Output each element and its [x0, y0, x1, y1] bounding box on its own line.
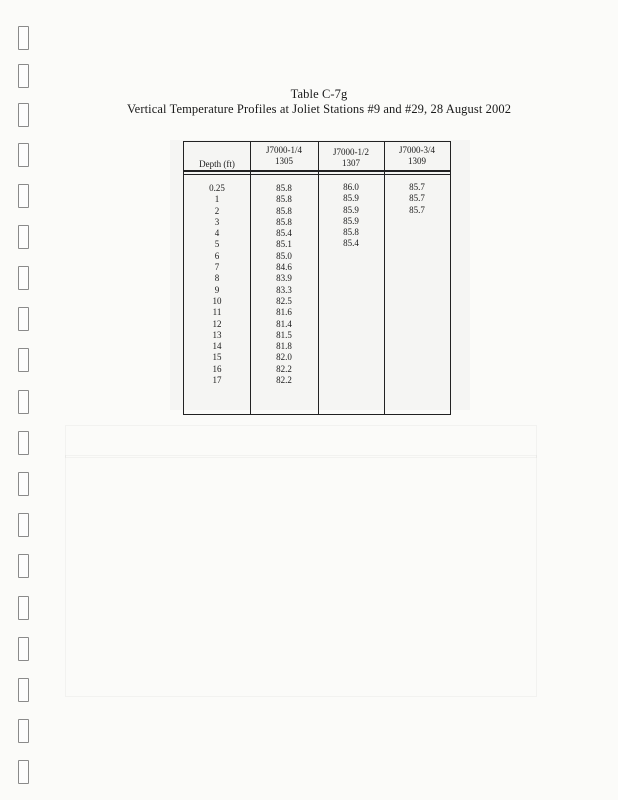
binder-hole: [18, 513, 29, 537]
column-header-2: [318, 147, 384, 169]
binder-hole: [18, 143, 29, 167]
table-cell: 1: [214, 194, 220, 205]
table-cell: 81.5: [276, 329, 292, 340]
temperature-table: [183, 141, 451, 415]
table-cell: 3: [214, 216, 220, 227]
table-cell: 85.1: [276, 239, 292, 250]
column-header-1: [250, 145, 318, 167]
table-cell: 9: [214, 284, 220, 295]
table-cell: 85.7: [409, 204, 425, 215]
binder-hole: [18, 348, 29, 372]
binder-hole: [18, 472, 29, 496]
table-cell: 17: [212, 375, 222, 386]
table-cell: 85.8: [276, 183, 292, 193]
binder-holes: [18, 0, 32, 800]
table-cell: 86.0: [343, 182, 359, 192]
values-column-1: [250, 183, 318, 386]
binder-hole: [18, 760, 29, 784]
table-cell: 0.25: [209, 183, 225, 193]
table-cell: 14: [212, 341, 222, 352]
binder-hole: [18, 266, 29, 290]
table-cell: 85.7: [409, 182, 425, 192]
table-cell: 11: [212, 307, 222, 318]
table-cell: 81.8: [276, 341, 292, 352]
binder-hole: [18, 637, 29, 661]
column-station: J7000-1/2: [333, 147, 369, 157]
table-cell: 82.2: [276, 375, 292, 386]
column-station: J7000-1/4: [266, 145, 302, 155]
table-cell: 85.9: [343, 204, 359, 215]
table-title: Table C-7g: [290, 87, 348, 101]
table-cell: 82.5: [276, 295, 292, 306]
column-time: 1307: [342, 158, 360, 168]
binder-hole: [18, 554, 29, 578]
header-rule-double: [184, 174, 450, 175]
table-cell: 85.8: [276, 216, 292, 227]
table-cell: 85.8: [276, 194, 292, 205]
binder-hole: [18, 431, 29, 455]
binder-hole: [18, 390, 29, 414]
table-cell: 82.2: [276, 363, 292, 374]
table-cell: 85.7: [409, 193, 425, 204]
depth-header: Depth (ft): [199, 159, 235, 169]
table-cell: 85.0: [276, 250, 292, 261]
table-subtitle: Vertical Temperature Profiles at Joliet Stations #9 and #29, 28 August 2002: [126, 102, 512, 116]
bleed-through-table: [65, 425, 537, 697]
bleed-through-line: [65, 455, 537, 458]
binder-hole: [18, 719, 29, 743]
table-cell: 85.9: [343, 215, 359, 226]
table-cell: 85.8: [343, 227, 359, 238]
table-cell: 83.3: [276, 284, 292, 295]
table-cell: 12: [212, 318, 222, 329]
binder-hole: [18, 225, 29, 249]
values-column-2: [318, 182, 384, 250]
table-cell: 15: [212, 352, 222, 363]
table-cell: 83.9: [276, 273, 292, 284]
column-time: 1309: [408, 156, 426, 166]
binder-hole: [18, 26, 29, 50]
header-rule: [184, 170, 450, 172]
table-cell: 7: [214, 262, 220, 273]
binder-hole: [18, 64, 29, 88]
table-cell: 85.8: [276, 205, 292, 216]
table-cell: 81.6: [276, 307, 292, 318]
table-cell: 10: [212, 295, 222, 306]
column-time: 1305: [275, 156, 293, 166]
table-cell: 85.9: [343, 193, 359, 204]
table-cell: 85.4: [343, 238, 359, 249]
table-cell: 5: [214, 239, 220, 250]
table-cell: 16: [212, 363, 222, 374]
column-header-3: [384, 145, 450, 167]
table-cell: 81.4: [276, 318, 292, 329]
table-cell: 85.4: [276, 228, 292, 239]
table-cell: 13: [212, 329, 222, 340]
column-station: J7000-3/4: [399, 145, 435, 155]
binder-hole: [18, 307, 29, 331]
table-cell: 84.6: [276, 262, 292, 273]
binder-hole: [18, 596, 29, 620]
binder-hole: [18, 184, 29, 208]
table-cell: 82.0: [276, 352, 292, 363]
values-column-3: [384, 182, 450, 216]
table-cell: 2: [214, 205, 220, 216]
binder-hole: [18, 678, 29, 702]
table-cell: 4: [214, 228, 220, 239]
table-cell: 6: [214, 250, 220, 261]
depth-column: [184, 183, 250, 386]
table-cell: 8: [214, 273, 220, 284]
